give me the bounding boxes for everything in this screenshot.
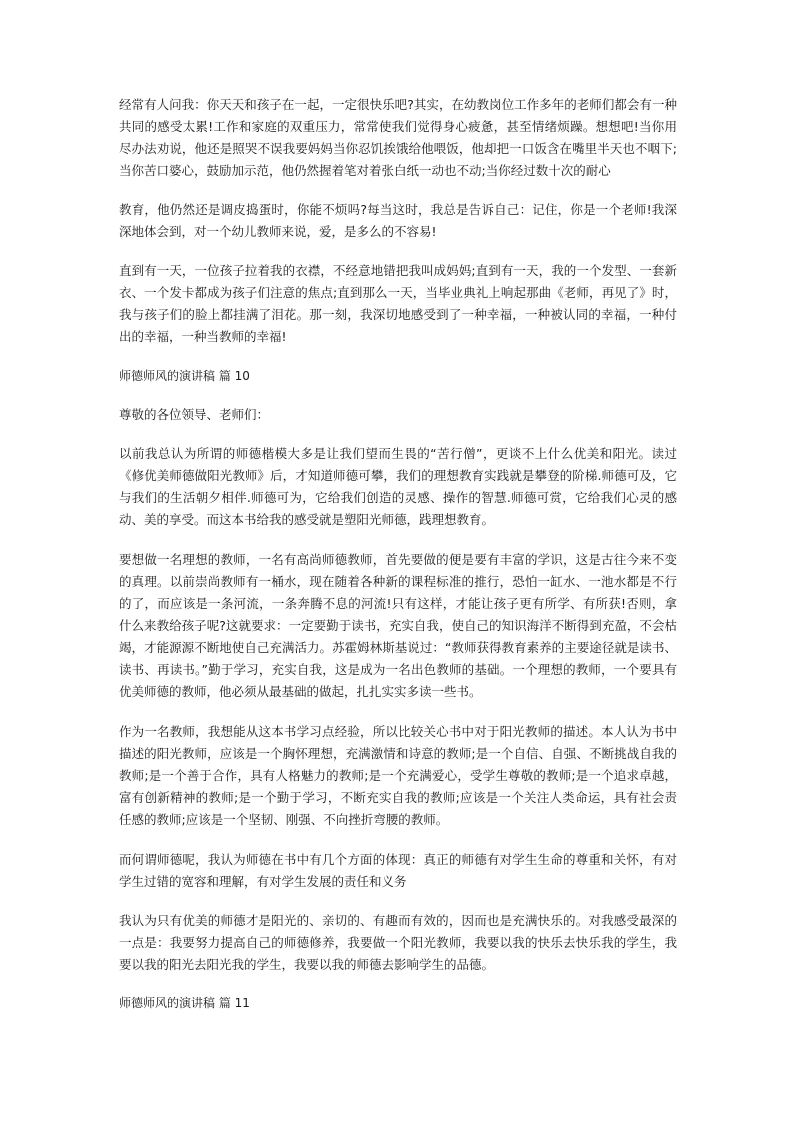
section-heading: 师德师风的演讲稿 篇 10	[119, 369, 250, 383]
paragraph: 教育，他仍然还是调皮捣蛋时，你能不烦吗?每当这时，我总是告诉自己：记住，你是一个老师!我深深地体会到，对一个幼儿教师来说，爱，是多么的不容易!	[119, 202, 677, 239]
paragraph: 作为一名教师，我想能从这本书学习点经验，所以比较关心书中对于阳光教师的描述。本人认为书中描述的阳光教师，应该是一个胸怀理想，充满激情和诗意的教师;是一个自信、自强、不断挑战自我的教师;是一个善于合作，具有人格魅力的教师;是一个充满爱心，受学生尊敬的教师;是一个追求卓越，富有创新精神的教师;是一个勤于学习，不断充实自我的教师;应该是一个关注人类命运，具有社会责任感的教师;应该是一个坚韧、刚强、不向挫折弯腰的教师。	[119, 724, 677, 827]
document-body	[119, 94, 677, 1013]
section-heading: 师德师风的演讲稿 篇 11	[119, 996, 250, 1010]
paragraph: 而何谓师德呢，我认为师德在书中有几个方面的体现：真正的师德有对学生生命的尊重和关怀，有对学生过错的宽容和理解，有对学生发展的责任和义务	[119, 852, 677, 889]
paragraph: 要想做一名理想的教师，一名有高尚师德教师，首先要做的便是要有丰富的学识，这是古往今来不变的真理。以前崇尚教师有一桶水，现在随着各种新的课程标准的推行，恐怕一缸水、一池水都是不行的了，而应该是一条河流，一条奔腾不息的河流!只有这样，才能让孩子更有所学、有所获!否则，拿什么来教给孩子呢?这就要求：一定要勤于读书，充实自我，使自己的知识海洋不断得到充盈，不会枯竭，才能源源不断地使自己充满活力。苏霍姆林斯基说过：“教师获得教育素养的主要途径就是读书、读书、再读书。”勤于学习，充实自我，这是成为一名出色教师的基础。一个理想的教师，一个要具有优美师德的教师，他必须从最基础的做起，扎扎实实多读一些书。	[119, 552, 677, 699]
paragraph: 以前我总认为所谓的师德楷模大多是让我们望而生畏的“苦行僧”，更谈不上什么优美和阳光。读过《修优美师德做阳光教师》后，才知道师德可攀，我们的理想教育实践就是攀登的阶梯.师德可及，它与我们的生活朝夕相伴.师德可为，它给我们创造的灵感、操作的智慧.师德可赏，它给我们心灵的感动、美的享受。而这本书给我的感受就是塑阳光师德，践理想教育。	[119, 446, 677, 527]
salutation: 尊敬的各位领导、老师们：	[119, 407, 270, 422]
paragraph: 直到有一天，一位孩子拉着我的衣襟，不经意地错把我叫成妈妈;直到有一天，我的一个发型、一套新衣、一个发卡都成为孩子们注意的焦点;直到那么一天，当毕业典礼上响起那曲《老师，再见了》时，我与孩子们的脸上都挂满了泪花。那一刻，我深切地感受到了一种幸福，一种被认同的幸福，一种付出的幸福，一种当教师的幸福!	[119, 263, 677, 344]
paragraph: 经常有人问我：你天天和孩子在一起，一定很快乐吧?其实，在幼教岗位工作多年的老师们都会有一种共同的感受太累!工作和家庭的双重压力，常常使我们觉得身心疲惫，甚至情绪烦躁。想想吧!当你用尽办法劝说，他还是照哭不误我要妈妈当你忍饥挨饿给他喂饭，他却把一口饭含在嘴里半天也不咽下;当你苦口婆心，鼓励加示范，他仍然握着笔对着张白纸一动也不动;当你经过数十次的耐心	[119, 97, 677, 178]
paragraph: 我认为只有优美的师德才是阳光的、亲切的、有趣而有效的，因而也是充满快乐的。对我感受最深的一点是：我要努力提高自己的师德修养，我要做一个阳光教师，我要以我的快乐去快乐我的学生，我要以我的阳光去阳光我的学生，我要以我的师德去影响学生的品德。	[119, 913, 677, 972]
